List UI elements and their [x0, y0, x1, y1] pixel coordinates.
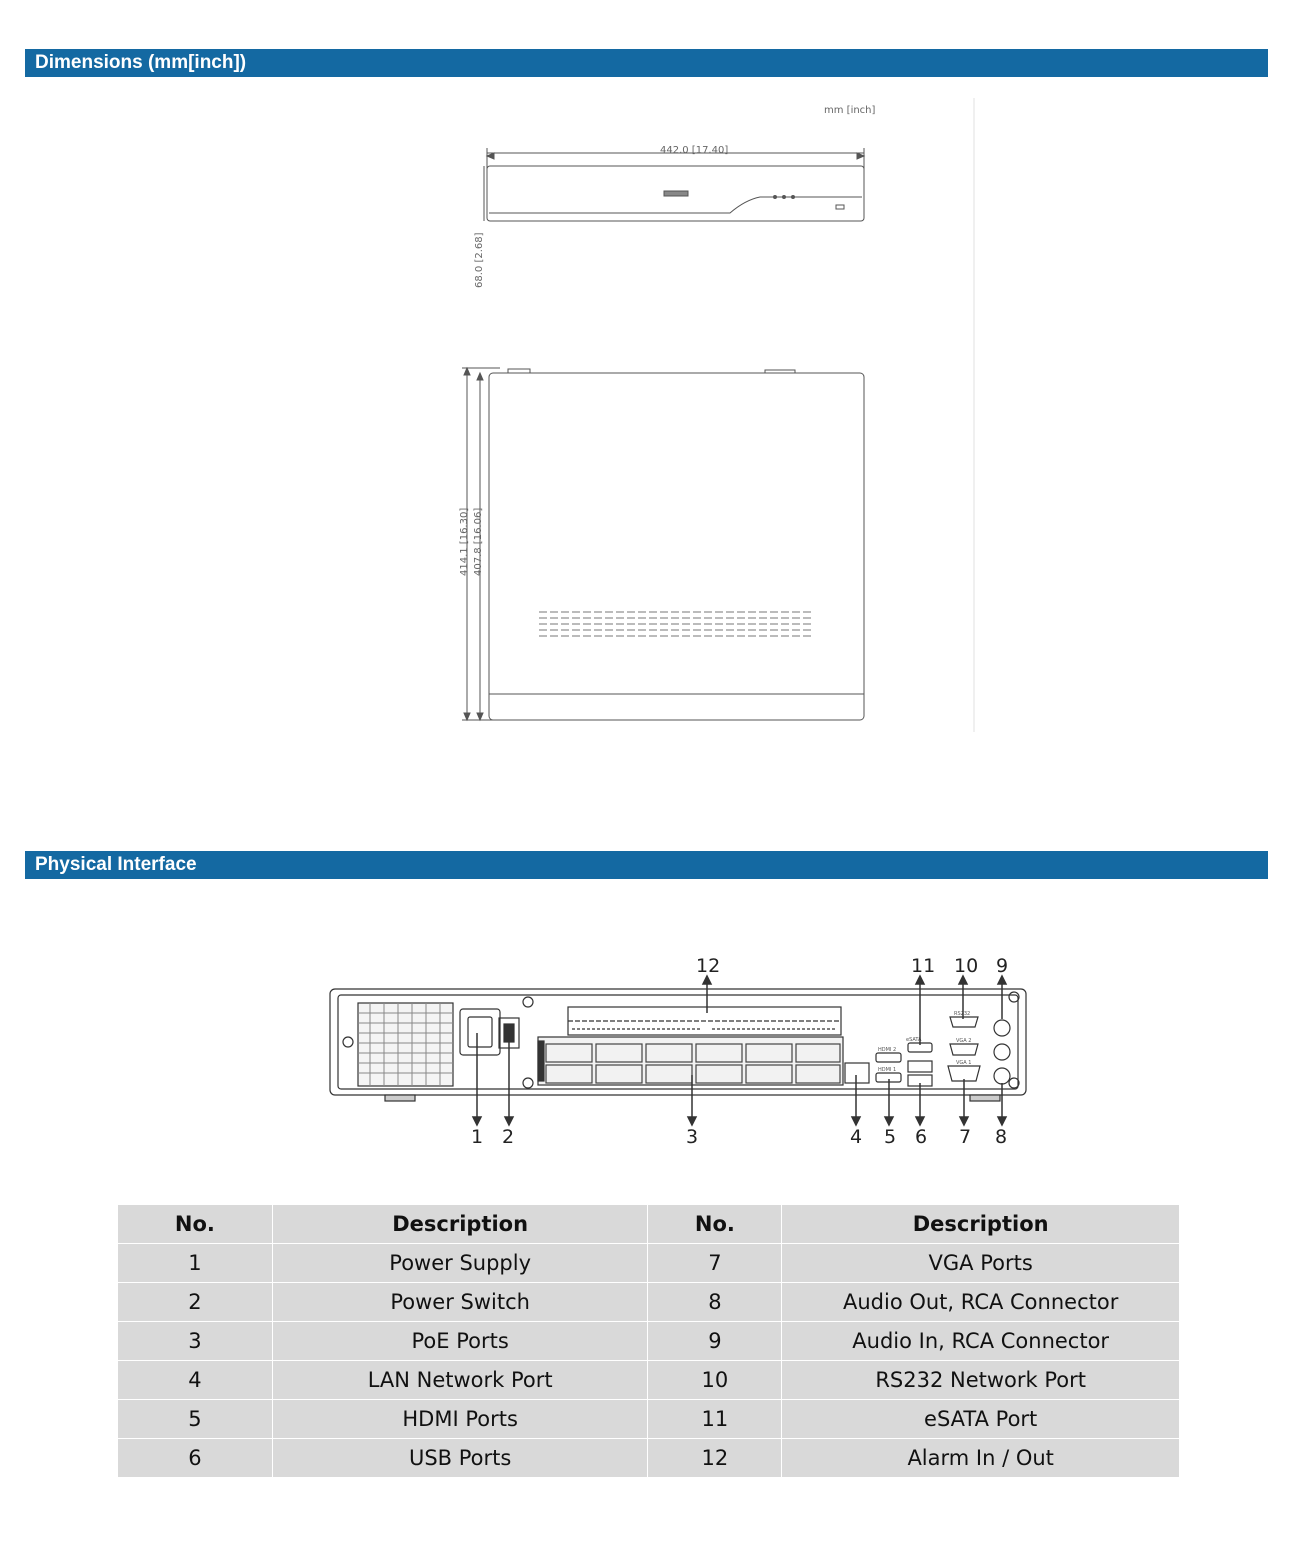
callout-8: 8 — [995, 1126, 1008, 1148]
table-row — [118, 1244, 1180, 1283]
callout-9: 9 — [996, 955, 1009, 977]
cell-description: Alarm In / Out — [782, 1439, 1180, 1478]
table-header-row — [118, 1205, 1180, 1244]
vga2-label: VGA 2 — [956, 1038, 972, 1044]
dimensions-section-title: Dimensions (mm[inch]) — [25, 49, 1268, 77]
table-row — [118, 1439, 1180, 1478]
esata-label: eSATA — [906, 1037, 922, 1043]
header-no: No. — [118, 1205, 273, 1244]
cell-no: 5 — [118, 1400, 273, 1439]
callout-7: 7 — [959, 1126, 972, 1148]
header-description: Description — [272, 1205, 648, 1244]
cell-no: 2 — [118, 1283, 273, 1322]
cell-no: 1 — [118, 1244, 273, 1283]
cell-description: LAN Network Port — [272, 1361, 648, 1400]
audio-out-rca — [994, 1068, 1010, 1084]
vga1-label: VGA 1 — [956, 1060, 972, 1066]
header-description: Description — [782, 1205, 1180, 1244]
hdmi-port-2 — [876, 1053, 901, 1062]
cell-description: Audio In, RCA Connector — [782, 1322, 1180, 1361]
cell-description: Power Supply — [272, 1244, 648, 1283]
front-view — [484, 148, 864, 221]
cell-description: PoE Ports — [272, 1322, 648, 1361]
poe-ports — [538, 1037, 843, 1085]
cell-description: eSATA Port — [782, 1400, 1180, 1439]
cell-no: 10 — [648, 1361, 782, 1400]
cell-no: 8 — [648, 1283, 782, 1322]
cell-no: 4 — [118, 1361, 273, 1400]
cell-description: Audio Out, RCA Connector — [782, 1283, 1180, 1322]
fan-grille — [358, 1003, 453, 1086]
cell-no: 3 — [118, 1322, 273, 1361]
callout-11: 11 — [911, 955, 936, 977]
rs232-label: RS232 — [954, 1011, 971, 1017]
power-supply-socket — [460, 1009, 500, 1055]
lan-port — [845, 1063, 869, 1083]
hdmi1-label: HDMI 1 — [878, 1067, 897, 1073]
width-label: 442.0 [17.40] — [660, 145, 729, 156]
unit-note: mm [inch] — [824, 105, 876, 116]
callout-4: 4 — [850, 1126, 863, 1148]
cell-no: 9 — [648, 1322, 782, 1361]
rear-panel-drawing — [300, 945, 1060, 1160]
callout-12: 12 — [696, 955, 721, 977]
cell-description: HDMI Ports — [272, 1400, 648, 1439]
interface-table — [117, 1204, 1180, 1478]
hdmi2-label: HDMI 2 — [878, 1047, 897, 1053]
callout-1: 1 — [471, 1126, 484, 1148]
physical-interface-section-title: Physical Interface — [25, 851, 1268, 879]
callout-3: 3 — [686, 1126, 699, 1148]
cell-description: RS232 Network Port — [782, 1361, 1180, 1400]
callout-2: 2 — [502, 1126, 515, 1148]
cell-no: 12 — [648, 1439, 782, 1478]
vga-port-1 — [948, 1066, 980, 1081]
table-row — [118, 1400, 1180, 1439]
vga-port-2 — [950, 1044, 978, 1055]
header-no: No. — [648, 1205, 782, 1244]
depth-outer-label: 414.1 [16.30] — [459, 507, 470, 576]
rs232-port — [950, 1017, 978, 1027]
cell-no: 7 — [648, 1244, 782, 1283]
cell-description: Power Switch — [272, 1283, 648, 1322]
vent-slots — [539, 612, 814, 636]
table-row — [118, 1361, 1180, 1400]
callout-5: 5 — [884, 1126, 897, 1148]
table-row — [118, 1283, 1180, 1322]
callout-10: 10 — [954, 955, 979, 977]
cell-no: 6 — [118, 1439, 273, 1478]
audio-in-rca — [994, 1020, 1010, 1036]
usb-port-1 — [908, 1061, 932, 1072]
cell-no: 11 — [648, 1400, 782, 1439]
cell-description: USB Ports — [272, 1439, 648, 1478]
callout-6: 6 — [915, 1126, 928, 1148]
top-view — [462, 368, 864, 720]
table-row — [118, 1322, 1180, 1361]
height-label: 68.0 [2.68] — [474, 232, 485, 288]
depth-inner-label: 407.8 [16.06] — [473, 507, 484, 576]
cell-description: VGA Ports — [782, 1244, 1180, 1283]
